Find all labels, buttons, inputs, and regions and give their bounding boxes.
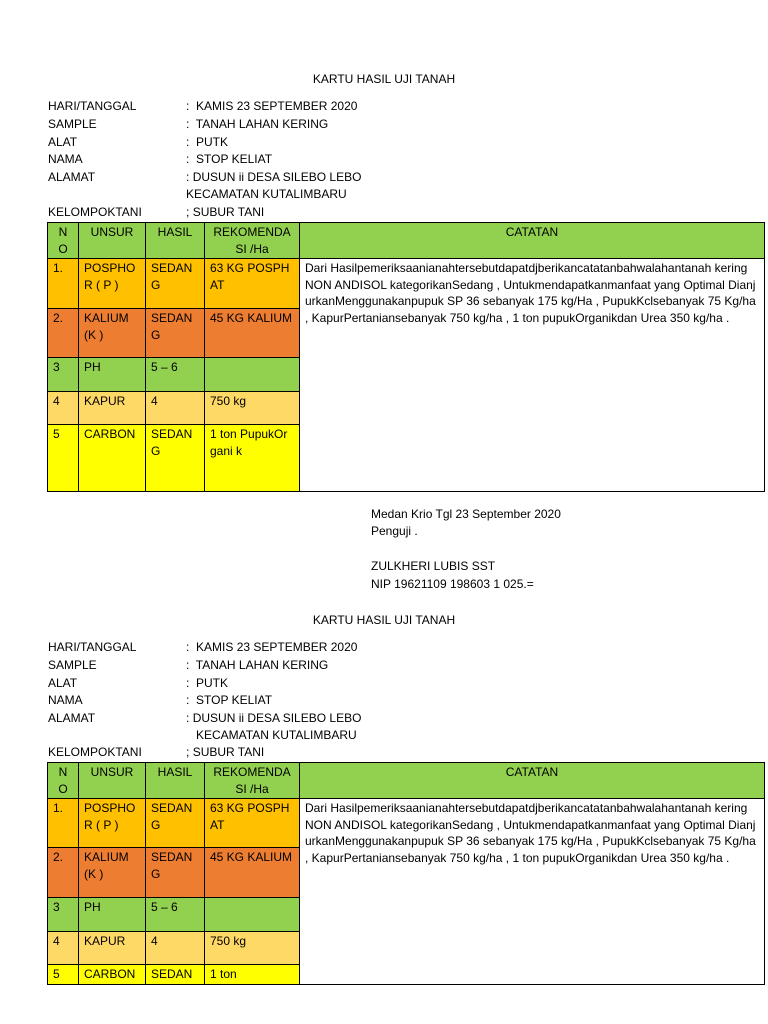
card1-value-sample: : TANAH LAHAN KERING bbox=[186, 117, 329, 131]
cell-rekomendasi bbox=[205, 898, 300, 932]
cell-no: 4 bbox=[48, 932, 79, 965]
cell-unsur: KAPUR bbox=[79, 392, 146, 425]
card2-value-sample: : TANAH LAHAN KERING bbox=[186, 658, 329, 672]
card2-label-hari: HARI/TANGGAL bbox=[48, 640, 137, 654]
header-no: N O bbox=[48, 763, 79, 799]
signature-nip: NIP 19621109 198603 1 025.= bbox=[371, 577, 534, 591]
cell-hasil: SEDAN bbox=[146, 965, 205, 985]
header-hasil: HASIL bbox=[146, 763, 205, 799]
cell-hasil: SEDAN G bbox=[146, 259, 205, 309]
card1-label-nama: NAMA bbox=[48, 152, 83, 166]
card1-value-alamat: : DUSUN ii DESA SILEBO LEBO bbox=[186, 170, 362, 184]
cell-no: 5 bbox=[48, 965, 79, 985]
cell-hasil: SEDAN G bbox=[146, 848, 205, 898]
cell-rekomendasi: 750 kg bbox=[205, 932, 300, 965]
card2-title: KARTU HASIL UJI TANAH bbox=[312, 613, 456, 627]
cell-no: 4 bbox=[48, 392, 79, 425]
cell-unsur: KAPUR bbox=[79, 932, 146, 965]
card2-label-sample: SAMPLE bbox=[48, 658, 97, 672]
card1-label-sample: SAMPLE bbox=[48, 117, 97, 131]
cell-hasil: 5 – 6 bbox=[146, 898, 205, 932]
cell-no: 1. bbox=[48, 799, 79, 848]
cell-unsur: KALIUM (K ) bbox=[79, 848, 146, 898]
header-hasil: HASIL bbox=[146, 223, 205, 259]
cell-rekomendasi: 750 kg bbox=[205, 392, 300, 425]
header-catatan: CATATAN bbox=[300, 763, 765, 799]
cell-hasil: 5 – 6 bbox=[146, 358, 205, 392]
cell-catatan: Dari Hasilpemeriksaanianahtersebutdapatdjberikancatatanbahwalahantanah kering NON ANDISOL kategorikanSedang , Untukmendapatkanmanfaat yang Optimal DianjurkanMenggunakanpupuk SP 36 sebanyak 175 kg/Ha , PupukKclsebanyak 75 Kg/ha , KapurPertaniansebanyak 750 kg/ha , 1 ton pupukOrganikdan Urea 350 kg/ha . bbox=[300, 799, 765, 985]
cell-hasil: SEDAN G bbox=[146, 425, 205, 492]
card1-value-nama: : STOP KELIAT bbox=[186, 152, 273, 166]
cell-hasil: 4 bbox=[146, 392, 205, 425]
table-header-row bbox=[48, 223, 765, 259]
cell-unsur: POSPHO R ( P ) bbox=[79, 259, 146, 309]
header-rekomendasi: REKOMENDA SI /Ha bbox=[205, 223, 300, 259]
card2-label-alamat: ALAMAT bbox=[48, 711, 96, 725]
signature-name: ZULKHERI LUBIS SST bbox=[371, 559, 496, 573]
cell-rekomendasi: 63 KG POSPHAT bbox=[205, 259, 300, 309]
header-unsur: UNSUR bbox=[79, 223, 146, 259]
card1-label-alat: ALAT bbox=[48, 135, 78, 149]
card1-value-hari: : KAMIS 23 SEPTEMBER 2020 bbox=[186, 99, 358, 113]
card2-label-alat: ALAT bbox=[48, 676, 78, 690]
cell-no: 3 bbox=[48, 898, 79, 932]
cell-rekomendasi: 63 KG POSPHAT bbox=[205, 799, 300, 848]
signature-place-date: Medan Krio Tgl 23 September 2020 bbox=[371, 507, 561, 521]
card2-value-nama: : STOP KELIAT bbox=[186, 693, 273, 707]
cell-unsur: CARBON bbox=[79, 425, 146, 492]
table-row bbox=[48, 799, 765, 848]
cell-unsur: CARBON bbox=[79, 965, 146, 985]
table-header-row bbox=[48, 763, 765, 799]
card2-alamat-line2: KECAMATAN KUTALIMBARU bbox=[196, 728, 357, 742]
card1-result-table bbox=[47, 222, 765, 492]
card2-label-nama: NAMA bbox=[48, 693, 83, 707]
cell-unsur: KALIUM (K ) bbox=[79, 309, 146, 358]
card1-alamat-line2: KECAMATAN KUTALIMBARU bbox=[186, 187, 347, 201]
table-row bbox=[48, 259, 765, 309]
header-unsur: UNSUR bbox=[79, 763, 146, 799]
header-catatan: CATATAN bbox=[300, 223, 765, 259]
card1-label-hari: HARI/TANGGAL bbox=[48, 99, 137, 113]
cell-unsur: PH bbox=[79, 358, 146, 392]
cell-hasil: SEDAN G bbox=[146, 309, 205, 358]
card2-value-hari: : KAMIS 23 SEPTEMBER 2020 bbox=[186, 640, 358, 654]
cell-rekomendasi: 45 KG KALIUM bbox=[205, 848, 300, 898]
cell-rekomendasi: 45 KG KALIUM bbox=[205, 309, 300, 358]
card1-label-kelompok: KELOMPOKTANI bbox=[48, 205, 142, 219]
header-no: N O bbox=[48, 223, 79, 259]
cell-hasil: SEDAN G bbox=[146, 799, 205, 848]
header-rekomendasi: REKOMENDA SI /Ha bbox=[205, 763, 300, 799]
card1-value-kelompok: ; SUBUR TANI bbox=[186, 205, 265, 219]
cell-catatan: Dari Hasilpemeriksaanianahtersebutdapatdjberikancatatanbahwalahantanah kering NON ANDISOL kategorikanSedang , Untukmendapatkanmanfaat yang Optimal DianjurkanMenggunakanpupuk SP 36 sebanyak 175 kg/Ha , PupukKclsebanyak 75 Kg/ha , KapurPertaniansebanyak 750 kg/ha , 1 ton pupukOrganikdan Urea 350 kg/ha . bbox=[300, 259, 765, 492]
cell-no: 3 bbox=[48, 358, 79, 392]
cell-unsur: PH bbox=[79, 898, 146, 932]
cell-hasil: 4 bbox=[146, 932, 205, 965]
signature-role: Penguji . bbox=[371, 524, 418, 538]
card2-label-kelompok: KELOMPOKTANI bbox=[48, 745, 142, 759]
card2-result-table bbox=[47, 762, 765, 985]
cell-no: 2. bbox=[48, 309, 79, 358]
cell-no: 5 bbox=[48, 425, 79, 492]
cell-rekomendasi: 1 ton bbox=[205, 965, 300, 985]
cell-rekomendasi: 1 ton PupukOrgani k bbox=[205, 425, 300, 492]
cell-no: 1. bbox=[48, 259, 79, 309]
cell-no: 2. bbox=[48, 848, 79, 898]
card1-value-alat: : PUTK bbox=[186, 135, 229, 149]
card1-title: KARTU HASIL UJI TANAH bbox=[312, 72, 456, 86]
card2-value-alamat: : DUSUN ii DESA SILEBO LEBO bbox=[186, 711, 362, 725]
cell-unsur: POSPHO R ( P ) bbox=[79, 799, 146, 848]
cell-rekomendasi bbox=[205, 358, 300, 392]
card2-value-kelompok: ; SUBUR TANI bbox=[186, 745, 265, 759]
card2-value-alat: : PUTK bbox=[186, 676, 229, 690]
card1-label-alamat: ALAMAT bbox=[48, 170, 96, 184]
